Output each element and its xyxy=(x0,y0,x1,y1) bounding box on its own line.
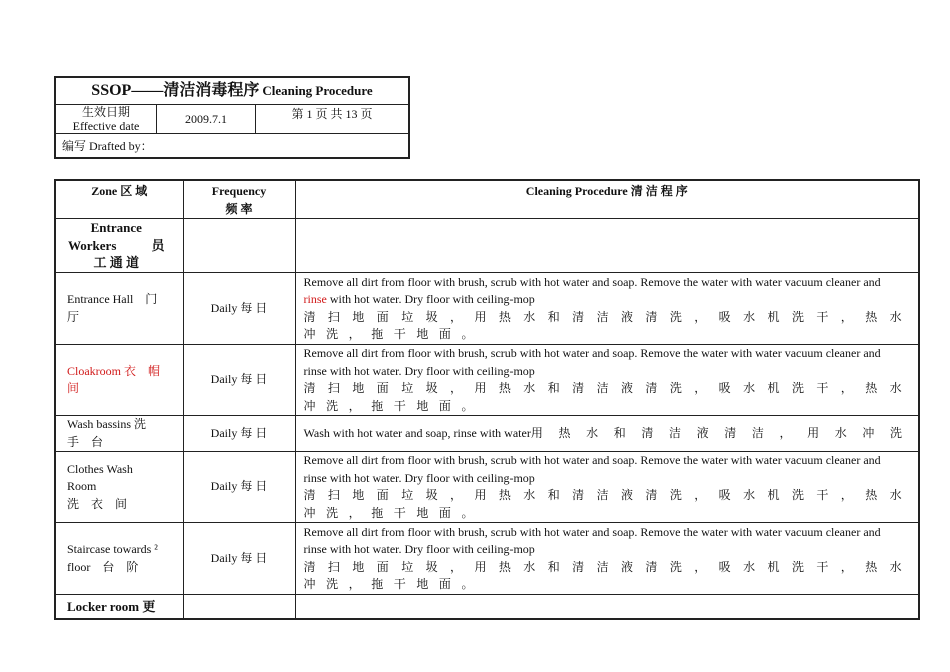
procedure-cn-char: ， xyxy=(348,398,361,413)
procedure-cn-char: 地 xyxy=(352,381,365,395)
procedure-cn-char: 地 xyxy=(416,577,429,591)
procedure-cn-char: ， xyxy=(694,309,707,324)
procedure-cn-char: 液 xyxy=(620,381,633,395)
procedure-cn-char: 面 xyxy=(438,398,451,413)
procedure-cn-line2 xyxy=(304,505,474,523)
section-entrance-yuan: 员 xyxy=(151,237,165,253)
zone-cell xyxy=(55,416,183,452)
procedure-cn-char: 洗 xyxy=(791,309,804,324)
document-header xyxy=(54,76,410,159)
procedure-cn xyxy=(531,425,902,443)
procedure-cn-char: 洗 xyxy=(791,381,804,395)
procedure-en-line2-rest: with hot water. Dry floor with ceiling-mop xyxy=(326,292,535,306)
procedure-cn-char: ， xyxy=(450,309,463,324)
procedure-cn-line1 xyxy=(304,309,903,327)
procedure-cn-char: 圾 xyxy=(425,381,438,395)
procedure-cell xyxy=(295,345,919,416)
col-procedure-en: Cleaning Procedure xyxy=(525,184,628,198)
procedure-cn-char: 洗 xyxy=(669,309,682,324)
procedure-cn-char: 和 xyxy=(547,381,560,395)
procedure-table xyxy=(54,179,920,620)
procedure-cn-line2 xyxy=(304,326,474,344)
procedure-cn-char: ， xyxy=(450,381,463,395)
procedure-cn-char: 面 xyxy=(376,309,389,324)
procedure-cn-char: 清 xyxy=(303,381,316,395)
procedure-cn-char: 洗 xyxy=(791,559,804,574)
frequency-cell: Daily 每 日 xyxy=(183,416,295,452)
procedure-cn-char: 洗 xyxy=(669,559,682,574)
section-entrance-line2 xyxy=(68,237,165,255)
section-entrance-workers: Workers xyxy=(68,237,117,253)
procedure-cn-char: 垃 xyxy=(401,488,414,502)
procedure-cn-char: 清 xyxy=(572,559,585,574)
procedure-cn-char: 。 xyxy=(461,327,474,341)
procedure-cn-char: 冲 xyxy=(303,577,316,591)
procedure-cn-char: 清 xyxy=(724,425,737,440)
col-frequency-cn: 频 率 xyxy=(225,201,253,216)
col-frequency-en: Frequency xyxy=(211,184,267,198)
table-header-row xyxy=(55,180,919,219)
procedure-cn-char: 地 xyxy=(352,488,365,502)
procedure-cn-char: 机 xyxy=(767,309,780,324)
procedure-cn-char: 热 xyxy=(865,559,878,574)
procedure-en-line2: rinse with hot water. Dry floor with ceiling-mop xyxy=(303,363,535,378)
table-row xyxy=(55,273,919,345)
page-number: 第 1 页 共 13 页 xyxy=(256,105,410,134)
procedure-cn-char: 冲 xyxy=(303,505,316,520)
procedure-cn-char: 拖 xyxy=(371,327,384,341)
table-row xyxy=(55,452,919,523)
zone-line2: 手 台 xyxy=(67,434,104,449)
procedure-cn-char: 垃 xyxy=(401,559,414,574)
procedure-cn-char: 机 xyxy=(767,559,780,574)
table-row xyxy=(55,523,919,595)
empty-cell xyxy=(295,595,919,619)
frequency-cell: Daily 每 日 xyxy=(183,345,295,416)
procedure-cn-char: 液 xyxy=(696,425,709,440)
procedure-cn-char: ， xyxy=(348,577,361,591)
procedure-cn-char: 洗 xyxy=(889,425,902,440)
procedure-cn-char: 用 xyxy=(474,309,487,324)
procedure-en-line2 xyxy=(304,291,903,309)
procedure-cn-char: 水 xyxy=(743,488,756,502)
procedure-cn-char: 洗 xyxy=(326,505,339,520)
procedure-cn-char: 清 xyxy=(303,559,316,574)
section-entrance-line3: 工 通 道 xyxy=(93,255,139,271)
procedure-cn-char: 圾 xyxy=(425,488,438,502)
procedure-cn-char: 面 xyxy=(438,505,451,520)
procedure-cn-char: ， xyxy=(450,488,463,502)
procedure-cn-char: ， xyxy=(694,559,707,574)
zone-line2: 洗 衣 间 xyxy=(67,496,128,511)
procedure-cn-char: 清 xyxy=(641,425,654,440)
procedure-cn-char: 面 xyxy=(438,327,451,341)
procedure-cn-line1 xyxy=(304,559,903,577)
procedure-cn-char: 面 xyxy=(376,381,389,395)
procedure-cn-char: 干 xyxy=(393,505,406,520)
procedure-cn-char: 热 xyxy=(865,381,878,395)
procedure-cn-char: 地 xyxy=(416,398,429,413)
procedure-cn-char: 拖 xyxy=(371,505,384,520)
zone-line1: Clothes Wash Room xyxy=(67,461,133,494)
frequency-cell: Daily 每 日 xyxy=(183,452,295,523)
procedure-en-line1: Remove all dirt from floor with brush, scrub with hot water and soap. Remove the water with water vacuum cleaner and xyxy=(303,524,881,539)
procedure-cn-char: 清 xyxy=(572,381,585,395)
procedure-cn-char: 热 xyxy=(498,559,511,574)
procedure-cn-char: 扫 xyxy=(327,488,340,502)
procedure-cn-char: 吸 xyxy=(718,559,731,574)
procedure-cn-char: 洗 xyxy=(326,327,339,341)
section-row-locker xyxy=(55,595,919,619)
procedure-cn-char: 冲 xyxy=(303,327,316,341)
procedure-cn-char: 水 xyxy=(889,559,902,574)
procedure-cn-char: 液 xyxy=(620,559,633,574)
procedure-cell xyxy=(295,523,919,595)
empty-cell xyxy=(183,219,295,273)
zone-line2: floor 台 阶 xyxy=(67,559,139,574)
procedure-cn-char: 热 xyxy=(498,488,511,502)
procedure-cn-char: 吸 xyxy=(718,309,731,324)
procedure-cn-char: 和 xyxy=(547,488,560,502)
procedure-cn-char: 。 xyxy=(461,577,474,591)
procedure-en: Wash with hot water and soap, rinse with water xyxy=(303,425,531,440)
procedure-cn-char: 热 xyxy=(865,488,878,502)
procedure-cn-char: 热 xyxy=(498,309,511,324)
procedure-cn-line2 xyxy=(304,398,474,416)
procedure-cn-char: 拖 xyxy=(371,398,384,413)
zone-cell xyxy=(55,452,183,523)
procedure-cn-char: 干 xyxy=(816,488,829,502)
procedure-cn-char: 地 xyxy=(416,327,429,341)
procedure-cn-char: 洗 xyxy=(326,577,339,591)
col-zone-header: Zone 区 域 xyxy=(55,180,183,219)
procedure-en-line1: Remove all dirt from floor with brush, scrub with hot water and soap. Remove the water with water vacuum cleaner and xyxy=(303,346,881,360)
procedure-cn-char: ， xyxy=(694,381,707,395)
procedure-cn-char: 洁 xyxy=(596,488,609,502)
table-row xyxy=(55,345,919,416)
procedure-cn-char: 清 xyxy=(303,488,316,502)
procedure-cn-char: 水 xyxy=(523,309,536,324)
procedure-cn-char: ， xyxy=(840,309,853,324)
procedure-cn-char: 洗 xyxy=(326,398,339,413)
procedure-cn-char: 洁 xyxy=(596,559,609,574)
procedure-cn-line1 xyxy=(304,380,903,398)
procedure-cn-char: 。 xyxy=(461,505,474,520)
procedure-cn-char: 洁 xyxy=(596,309,609,324)
procedure-cn-char: ， xyxy=(840,381,853,395)
procedure-cn-char: ， xyxy=(694,488,707,502)
procedure-en-line1: Remove all dirt from floor with brush, scrub with hot water and soap. Remove the water with water vacuum cleaner and xyxy=(303,274,881,289)
procedure-cn-char: 液 xyxy=(620,309,633,324)
procedure-en-line1: Remove all dirt from floor with brush, scrub with hot water and soap. Remove the water with water vacuum cleaner and xyxy=(303,453,881,467)
procedure-cn-char: 地 xyxy=(416,505,429,520)
procedure-cn-char: ， xyxy=(450,559,463,574)
effective-date-label xyxy=(55,105,157,134)
col-procedure-cn: 清 洁 程 序 xyxy=(630,184,688,198)
procedure-single-line xyxy=(304,425,903,443)
procedure-cn-char: 冲 xyxy=(303,398,316,413)
col-frequency-header xyxy=(183,180,295,219)
procedure-cn-char: 水 xyxy=(523,559,536,574)
procedure-cn-char: 和 xyxy=(547,559,560,574)
procedure-cn-char: 干 xyxy=(816,381,829,395)
procedure-cn-char: 水 xyxy=(743,559,756,574)
procedure-cn-char: 水 xyxy=(743,309,756,324)
procedure-cn-char: 液 xyxy=(620,488,633,502)
zone-cell xyxy=(55,273,183,345)
procedure-cn-char: 洁 xyxy=(596,381,609,395)
procedure-cn-char: 干 xyxy=(393,577,406,591)
procedure-cn-char: 用 xyxy=(474,488,487,502)
procedure-cn-char: 冲 xyxy=(862,425,875,440)
procedure-cn-char: 扫 xyxy=(327,381,340,395)
procedure-cn-line1 xyxy=(304,487,903,505)
procedure-cn-char: 干 xyxy=(393,327,406,341)
zone-line2: 间 xyxy=(67,381,80,395)
procedure-cn-char: 干 xyxy=(816,309,829,324)
procedure-cn-line2 xyxy=(304,576,474,594)
zone-line1: Staircase towards ² xyxy=(67,542,158,556)
procedure-cn-char: 机 xyxy=(767,488,780,502)
effective-date-label-en: Effective date xyxy=(72,119,140,133)
zone-line1: Wash bassins 洗 xyxy=(67,417,147,431)
procedure-cn-char: 圾 xyxy=(425,309,438,324)
procedure-cn-char: 清 xyxy=(645,381,658,395)
zone-cell xyxy=(55,345,183,416)
procedure-cn-char: ， xyxy=(779,425,792,440)
procedure-cn-char: 水 xyxy=(523,381,536,395)
title-cell xyxy=(55,77,409,105)
procedure-cn-char: 面 xyxy=(376,559,389,574)
section-entrance-label xyxy=(55,219,183,273)
procedure-cn-char: 面 xyxy=(376,488,389,502)
section-entrance-line1: Entrance xyxy=(90,220,142,236)
procedure-cn-char: 水 xyxy=(743,381,756,395)
procedure-cn-char: 和 xyxy=(613,425,626,440)
procedure-cn-char: 干 xyxy=(393,398,406,413)
procedure-cn-char: 干 xyxy=(816,559,829,574)
zone-line1: Entrance Hall 门 xyxy=(67,292,158,306)
procedure-cn-char: 清 xyxy=(572,309,585,324)
procedure-cn-char: 和 xyxy=(547,309,560,324)
procedure-cn-char: 拖 xyxy=(371,577,384,591)
section-locker-label: Locker room 更 xyxy=(55,595,183,619)
empty-cell xyxy=(183,595,295,619)
effective-date-label-cn: 生效日期 xyxy=(81,105,130,119)
procedure-cn-char: 机 xyxy=(767,381,780,395)
procedure-cn-char: 清 xyxy=(645,488,658,502)
procedure-cn-char: 洗 xyxy=(791,488,804,502)
procedure-cn-char: 扫 xyxy=(327,559,340,574)
procedure-cn-char: 用 xyxy=(807,425,820,440)
procedure-cn-char: 清 xyxy=(645,309,658,324)
procedure-cn-char: 水 xyxy=(586,425,599,440)
procedure-cn-char: 洗 xyxy=(669,381,682,395)
zone-line1: Cloakroom 衣 帽 xyxy=(67,363,160,378)
procedure-cn-char: 热 xyxy=(498,381,511,395)
procedure-cn-char: 水 xyxy=(834,425,847,440)
procedure-cn-char: 用 xyxy=(474,559,487,574)
procedure-cn-char: 吸 xyxy=(718,488,731,502)
procedure-cn-char: 水 xyxy=(889,309,902,324)
procedure-cn-char: 垃 xyxy=(401,381,414,395)
effective-date-value: 2009.7.1 xyxy=(157,105,256,134)
procedure-cn-char: 吸 xyxy=(718,381,731,395)
procedure-en-line2: rinse with hot water. Dry floor with ceiling-mop xyxy=(303,470,535,485)
procedure-cn-char: 水 xyxy=(889,488,902,502)
procedure-cn-char: 垃 xyxy=(401,309,414,324)
frequency-cell: Daily 每 日 xyxy=(183,523,295,595)
procedure-cn-char: 水 xyxy=(523,488,536,502)
procedure-cell xyxy=(295,452,919,523)
drafted-by: 编写 Drafted by： xyxy=(55,134,409,159)
section-row-entrance xyxy=(55,219,919,273)
procedure-cn-char: 用 xyxy=(530,425,543,440)
procedure-cn-char: 地 xyxy=(352,559,365,574)
procedure-cn-char: 水 xyxy=(889,381,902,395)
procedure-cn-char: 洁 xyxy=(668,425,681,440)
procedure-cn-char: 热 xyxy=(865,309,878,324)
doc-title-en: Cleaning Procedure xyxy=(262,83,373,98)
procedure-cn-char: 地 xyxy=(352,309,365,324)
procedure-cn-char: 面 xyxy=(438,577,451,591)
procedure-cn-char: 清 xyxy=(645,559,658,574)
table-row xyxy=(55,416,919,452)
procedure-en-line2: rinse with hot water. Dry floor with ceiling-mop xyxy=(303,542,535,556)
procedure-cn-char: 清 xyxy=(303,309,316,324)
procedure-cn-char: 用 xyxy=(474,381,487,395)
frequency-cell: Daily 每 日 xyxy=(183,273,295,345)
procedure-cn-char: 扫 xyxy=(327,309,340,324)
empty-cell xyxy=(295,219,919,273)
procedure-cn-char: 洁 xyxy=(751,425,764,440)
procedure-cell xyxy=(295,416,919,452)
zone-cell xyxy=(55,523,183,595)
col-procedure-header xyxy=(295,180,919,219)
doc-title: SSOP——清洁消毒程序 xyxy=(91,82,260,99)
procedure-cell xyxy=(295,273,919,345)
procedure-cn-char: ， xyxy=(348,327,361,341)
procedure-cn-char: 清 xyxy=(572,488,585,502)
procedure-cn-char: 洗 xyxy=(669,488,682,502)
procedure-cn-char: ， xyxy=(348,505,361,520)
procedure-cn-char: 热 xyxy=(558,425,571,440)
procedure-cn-char: ， xyxy=(840,559,853,574)
procedure-red-word: rinse xyxy=(303,292,327,306)
procedure-cn-char: ， xyxy=(840,488,853,502)
procedure-cn-char: 圾 xyxy=(425,559,438,574)
zone-line2: 厅 xyxy=(67,309,80,324)
procedure-cn-char: 。 xyxy=(461,398,474,413)
